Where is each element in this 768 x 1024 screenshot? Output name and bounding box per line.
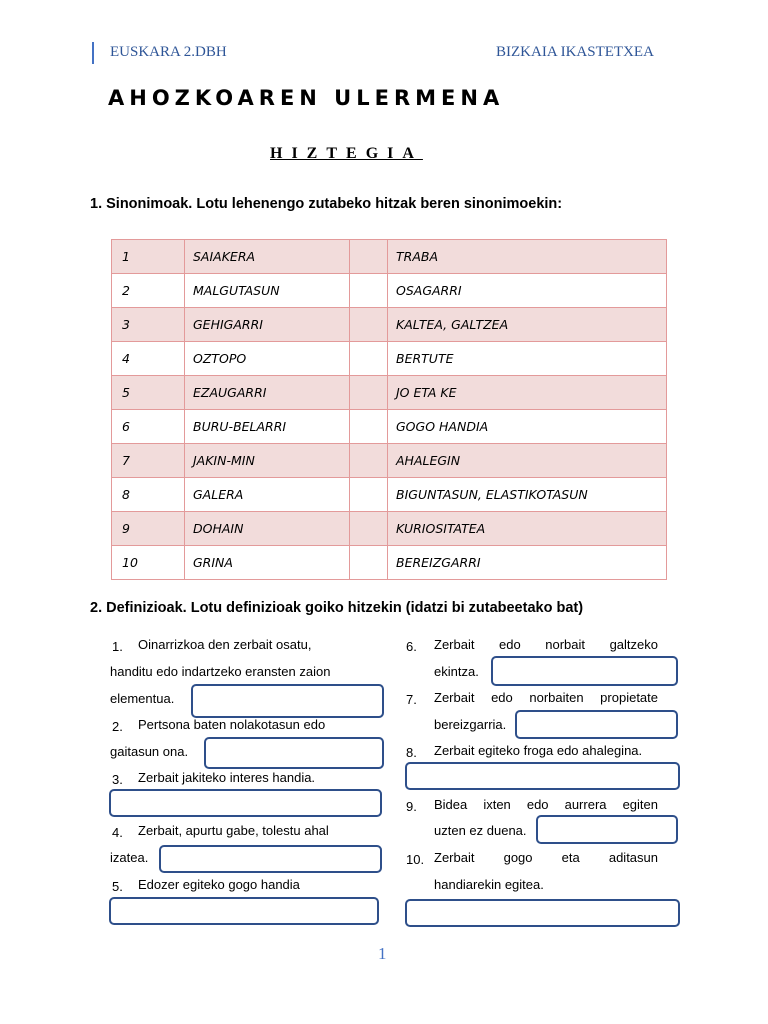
row-match-cell[interactable]: [350, 274, 388, 308]
answer-box-9[interactable]: [536, 815, 678, 844]
section1-heading: 1. Sinonimoak. Lotu lehenengo zutabeko hitzak beren sinonimoekin:: [90, 196, 563, 212]
row-synonym: OSAGARRI: [388, 274, 667, 308]
table-row: [112, 546, 667, 580]
row-number: 9: [112, 512, 185, 546]
synonyms-table: [111, 239, 667, 580]
definition-text: handitu edo indartzeko eransten zaion: [110, 664, 331, 679]
row-synonym: KALTEA, GALTZEA: [388, 308, 667, 342]
row-word: DOHAIN: [185, 512, 350, 546]
page-number: 1: [378, 944, 387, 963]
definition-text: Zerbait edo norbaiten propietate: [434, 690, 658, 705]
page-title: AHOZKOAREN ULERMENA: [108, 86, 505, 110]
section2-heading: 2. Definizioak. Lotu definizioak goiko hitzekin (idatzi bi zutabeetako bat): [90, 600, 584, 616]
answer-box-7[interactable]: [515, 710, 678, 739]
row-number: 2: [112, 274, 185, 308]
row-word: GEHIGARRI: [185, 308, 350, 342]
header-school: BIZKAIA IKASTETXEA: [496, 44, 654, 60]
answer-box-5[interactable]: [109, 897, 379, 925]
table-row: [112, 444, 667, 478]
page-subtitle: HIZTEGIA: [270, 145, 423, 162]
row-word: GALERA: [185, 478, 350, 512]
row-word: SAIAKERA: [185, 240, 350, 274]
definition-text: Pertsona baten nolakotasun edo: [138, 717, 326, 732]
definition-number: 6.: [406, 639, 417, 654]
definition-text: Zerbait gogo eta aditasun: [434, 850, 658, 865]
row-number: 10: [112, 546, 185, 580]
row-number: 6: [112, 410, 185, 444]
definition-text: elementua.: [110, 691, 175, 706]
row-word: OZTOPO: [185, 342, 350, 376]
row-number: 7: [112, 444, 185, 478]
row-match-cell[interactable]: [350, 512, 388, 546]
definition-number: 5.: [112, 879, 123, 894]
definition-text: Oinarrizkoa den zerbait osatu,: [138, 637, 312, 652]
definition-text: Zerbait edo norbait galtzeko: [434, 637, 658, 652]
definition-text: Zerbait, apurtu gabe, tolestu ahal: [138, 823, 329, 838]
row-word: BURU-BELARRI: [185, 410, 350, 444]
definition-number: 7.: [406, 692, 417, 707]
row-number: 4: [112, 342, 185, 376]
row-number: 1: [112, 240, 185, 274]
row-number: 3: [112, 308, 185, 342]
row-match-cell[interactable]: [350, 444, 388, 478]
table-row: [112, 240, 667, 274]
row-match-cell[interactable]: [350, 240, 388, 274]
row-synonym: AHALEGIN: [388, 444, 667, 478]
definition-text: izatea.: [110, 850, 149, 865]
row-synonym: BIGUNTASUN, ELASTIKOTASUN: [388, 478, 667, 512]
answer-box-4[interactable]: [159, 845, 382, 873]
row-synonym: TRABA: [388, 240, 667, 274]
row-match-cell[interactable]: [350, 546, 388, 580]
definition-text: handiarekin egitea.: [434, 877, 544, 892]
row-number: 8: [112, 478, 185, 512]
row-synonym: BEREIZGARRI: [388, 546, 667, 580]
definition-text: Bidea ixten edo aurrera egiten: [434, 797, 658, 812]
row-word: GRINA: [185, 546, 350, 580]
row-match-cell[interactable]: [350, 308, 388, 342]
row-synonym: GOGO HANDIA: [388, 410, 667, 444]
table-row: [112, 376, 667, 410]
header-course: EUSKARA 2.DBH: [110, 44, 227, 60]
table-row: [112, 274, 667, 308]
row-word: JAKIN-MIN: [185, 444, 350, 478]
definition-text: ekintza.: [434, 664, 479, 679]
definition-number: 8.: [406, 745, 417, 760]
table-row: [112, 342, 667, 376]
row-match-cell[interactable]: [350, 376, 388, 410]
answer-box-6[interactable]: [491, 656, 678, 686]
definition-number: 2.: [112, 719, 123, 734]
definition-text: Zerbait egiteko froga edo ahalegina.: [434, 743, 643, 758]
row-number: 5: [112, 376, 185, 410]
answer-box-3[interactable]: [109, 789, 382, 817]
row-match-cell[interactable]: [350, 478, 388, 512]
header-accent-bar: [92, 42, 94, 64]
row-word: MALGUTASUN: [185, 274, 350, 308]
definition-number: 9.: [406, 799, 417, 814]
row-match-cell[interactable]: [350, 410, 388, 444]
definition-number: 4.: [112, 825, 123, 840]
table-row: [112, 512, 667, 546]
definition-number: 10.: [406, 852, 425, 867]
definition-number: 1.: [112, 639, 123, 654]
answer-box-10[interactable]: [405, 899, 680, 927]
table-row: [112, 410, 667, 444]
definition-number: 3.: [112, 772, 123, 787]
table-row: [112, 478, 667, 512]
row-word: EZAUGARRI: [185, 376, 350, 410]
definition-text: uzten ez duena.: [434, 823, 527, 838]
definition-text: Edozer egiteko gogo handia: [138, 877, 300, 892]
answer-box-8[interactable]: [405, 762, 680, 790]
definition-text: bereizgarria.: [434, 717, 507, 732]
row-match-cell[interactable]: [350, 342, 388, 376]
row-synonym: BERTUTE: [388, 342, 667, 376]
table-row: [112, 308, 667, 342]
row-synonym: JO ETA KE: [388, 376, 667, 410]
definition-text: gaitasun ona.: [110, 744, 189, 759]
row-synonym: KURIOSITATEA: [388, 512, 667, 546]
definition-text: Zerbait jakiteko interes handia.: [138, 770, 316, 785]
